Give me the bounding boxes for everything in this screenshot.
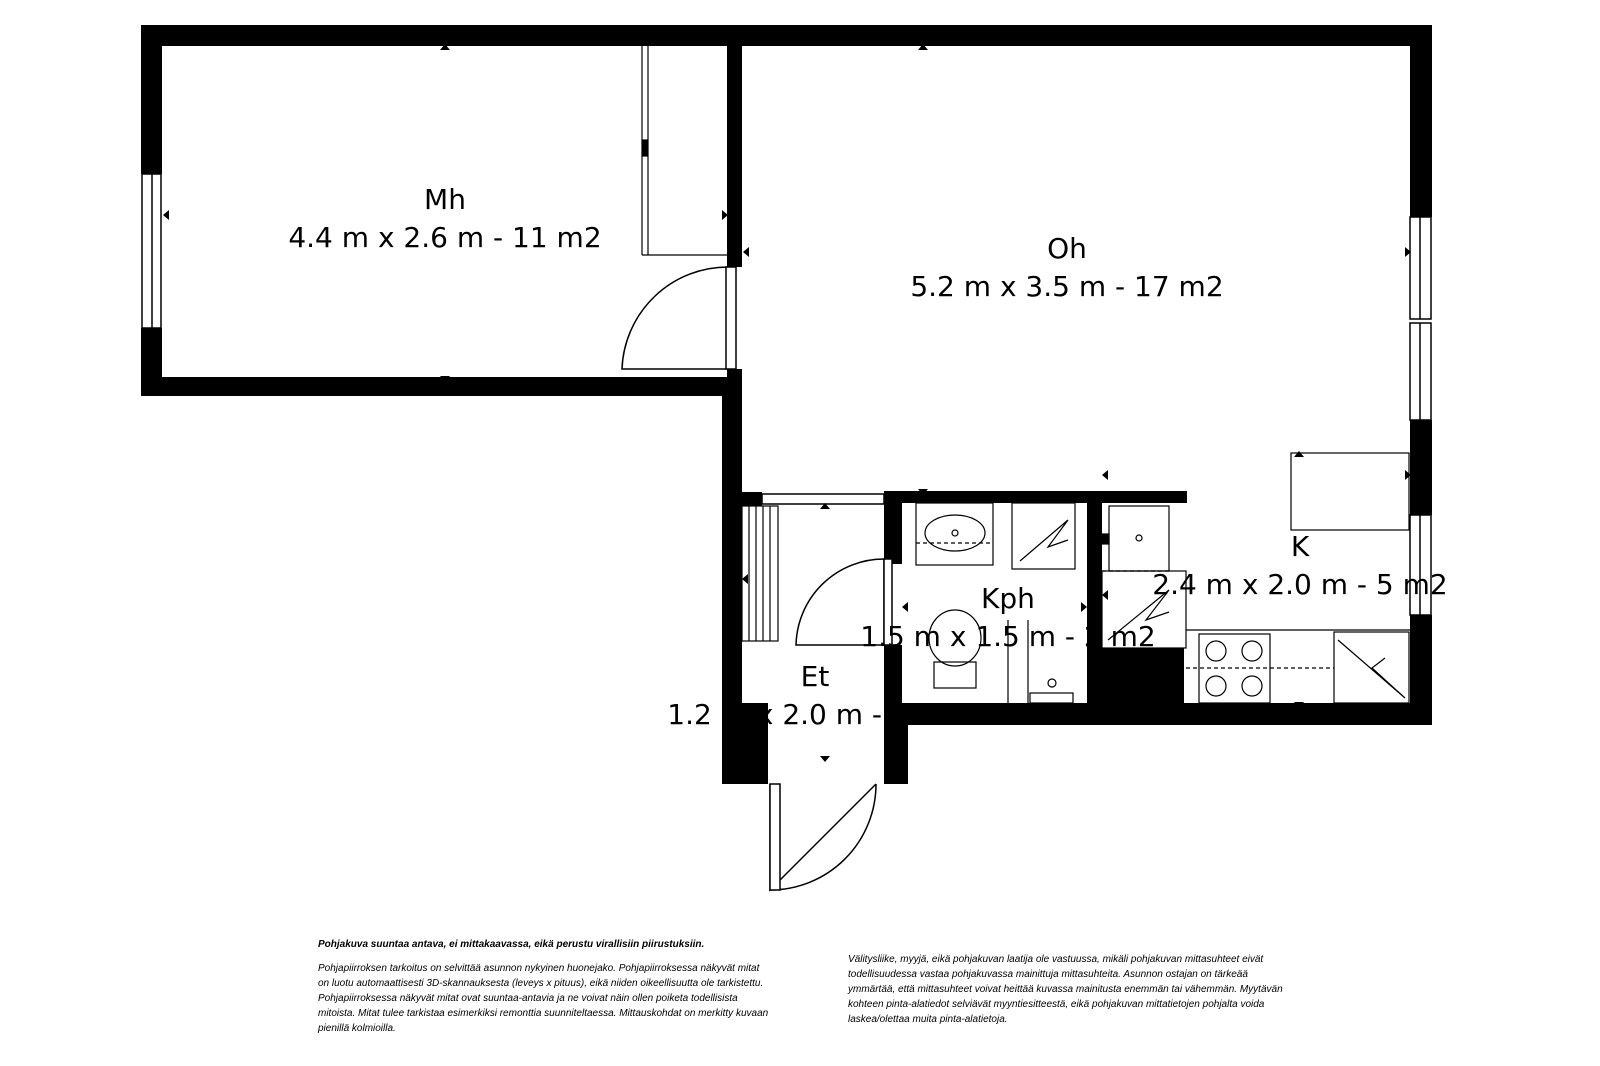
wall-mh-bottom (141, 377, 741, 396)
room-dims-oh: 5.2 m x 3.5 m - 17 m2 (910, 270, 1224, 303)
wall-right-2 (1410, 420, 1432, 515)
marker (742, 574, 748, 584)
wall-kitchen-block (1102, 648, 1184, 725)
marker (1102, 590, 1108, 600)
wall-top (141, 25, 1432, 46)
room-dims-kph: 1.5 m x 1.5 m - 2 m2 (860, 620, 1156, 653)
stove-burner-3 (1206, 676, 1226, 696)
room-name-k: K (1290, 530, 1310, 563)
disclaimer-heading: Pohjakuva suuntaa antava, ei mittakaavassa, eikä perustu virallisiin piirustuksiin. (318, 939, 705, 950)
marker (743, 247, 749, 257)
marker (1081, 602, 1087, 612)
wall-partition-upper (727, 25, 742, 267)
room-dims-mh: 4.4 m x 2.6 m - 11 m2 (288, 221, 602, 254)
shoe-rack (742, 506, 778, 641)
door-mh (622, 267, 728, 369)
door-entry-leaf (770, 784, 780, 890)
room-name-et: Et (800, 660, 830, 693)
fridge-symbol (1338, 640, 1405, 698)
wall-mh-left-upper (141, 25, 162, 174)
stove-burner-4 (1242, 676, 1262, 696)
bath-sink-drain (952, 530, 958, 536)
closet-mh-handle (643, 140, 647, 156)
shower-tray (1030, 693, 1073, 703)
k-sink (1109, 506, 1169, 571)
marker (163, 210, 169, 220)
bath-cabinet-symbol (1020, 520, 1068, 561)
marker (902, 602, 908, 612)
wall-et-top-left (742, 492, 762, 506)
closet-mh (642, 46, 727, 255)
disclaimer-right (848, 952, 1288, 1027)
shower-head (1048, 679, 1056, 687)
disclaimer-left-text: Pohjapiirroksen tarkoitus on selvittää asunnon nykyinen huonejako. Pohjapiirroksessa näkyvät mitat on luotu automaattisesti 3D-skannauksesta (leveys x pituus), eikä niiden oikeellisuutta ole tarkistettu. Pohjapiirroksessa näkyvät mitat ovat suuntaa-antavia ja ne voivat näin ollen poiketa todellisista mitoista. Mitat tulee tarkistaa esimerkiksi remonttia suunniteltaessa. Mittauskohdat on merkitty kuvaan pienillä kolmioilla. (318, 963, 769, 1034)
walls (141, 25, 1432, 784)
marker (1294, 451, 1304, 457)
wall-kph-right (1087, 491, 1102, 725)
k-sink-tap (1102, 534, 1109, 544)
wall-et-bottom-left2 (722, 760, 768, 784)
disclaimer-left (318, 937, 773, 1036)
measurement-markers (163, 44, 1411, 762)
bath-sink-counter (916, 503, 993, 565)
disclaimer-right-text: Välitysliike, myyjä, eikä pohjakuvan laatija ole vastuussa, mikäli pohjakuvan mittasuhteet eivät todellisuudessa vastaa pohjakuvassa mainittuja mittasuhteita. Asunnon ostajan on tärkeää ymmärtää, että mittasuhteet voivat heittää kuvassa mainitusta enemmän tai vähemmän. Myytävän kohteen pinta-alatiedot selviävät myyntiesitteestä, eikä pohjakuvan mittatietojen pohjalta voida laskea/olettaa muita pinta-alatietoja. (848, 954, 1283, 1025)
room-name-kph: Kph (981, 582, 1035, 615)
k-sink-drain (1136, 535, 1142, 541)
room-dims-k: 2.4 m x 2.0 m - 5 m2 (1152, 568, 1448, 601)
stove-burner-1 (1206, 641, 1226, 661)
bath-sink-basin (925, 515, 985, 551)
stove-burner-2 (1242, 641, 1262, 661)
marker (1102, 470, 1108, 480)
room-name-mh: Mh (424, 183, 466, 216)
table (1291, 453, 1409, 530)
door-mh-leaf (726, 267, 736, 369)
wall-bath-top (884, 491, 1187, 503)
room-name-oh: Oh (1047, 232, 1087, 265)
door-entry-frame (770, 784, 876, 890)
opening-et-top (762, 494, 884, 504)
doors (622, 267, 892, 890)
marker (820, 756, 830, 762)
wall-right-1 (1410, 25, 1432, 217)
room-labels (288, 183, 1447, 731)
wall-kph-left-upper (884, 491, 902, 564)
shoe-rack-body (742, 506, 778, 641)
room-dims-et: 1.2 m x 2.0 m - 2 m2 (667, 698, 963, 731)
